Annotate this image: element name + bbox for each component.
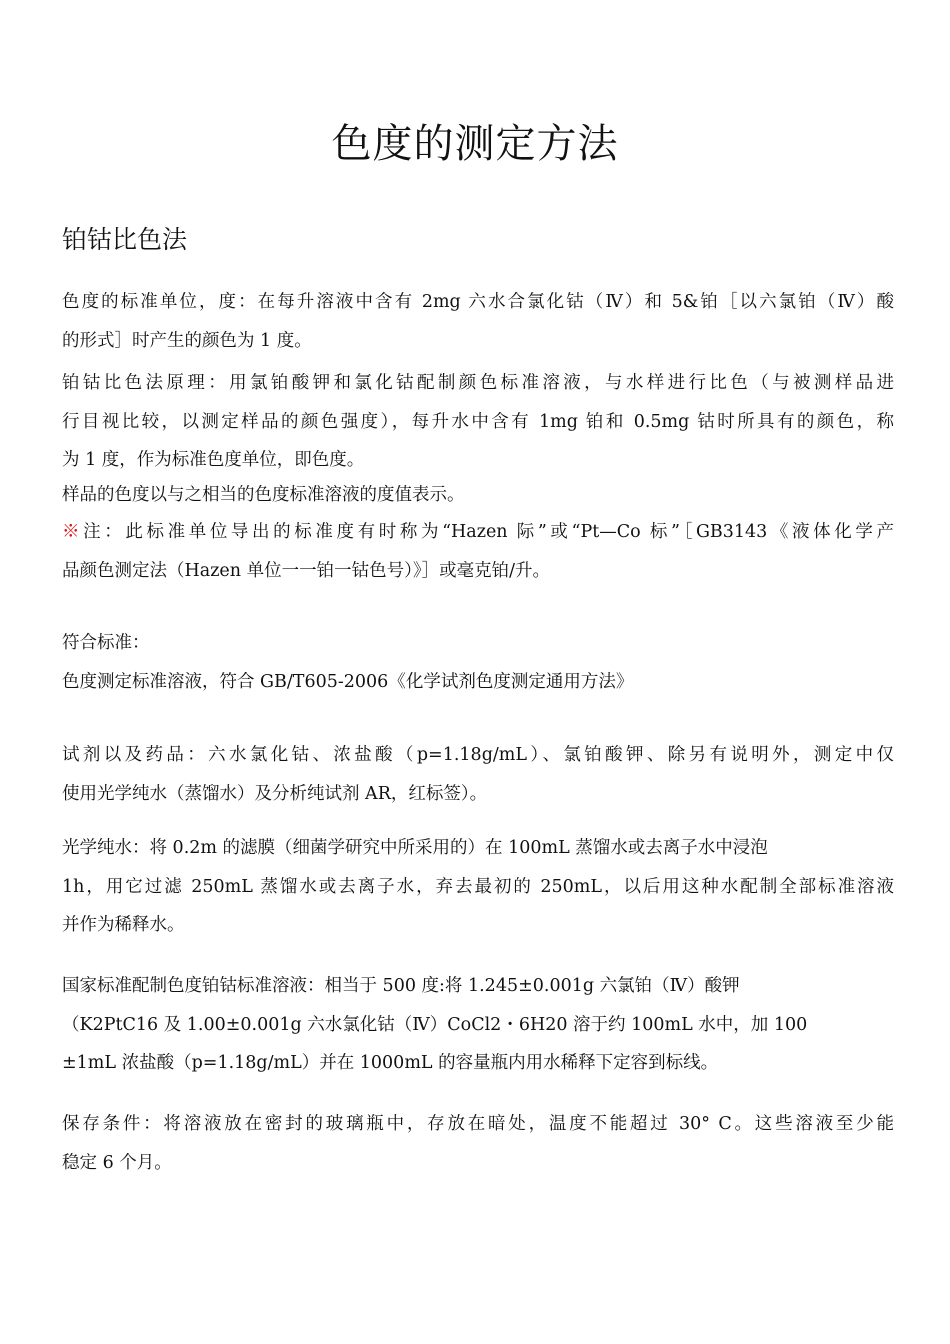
principle-paragraph	[62, 364, 894, 480]
definition-paragraph	[62, 283, 894, 360]
note-mark: ※	[62, 522, 84, 542]
text-line: 稳定 6 个月。	[62, 1152, 172, 1173]
standard-paragraph	[62, 624, 894, 701]
text-line: 国家标准配制色度铂钴标准溶液：相当于 500 度:将 1.245±0.001g 六氯铂（Ⅳ）酸钾	[62, 976, 740, 996]
text-line: 保存条件：将溶液放在密封的玻璃瓶中，存放在暗处，温度不能超过 30° C。这些溶液至少能	[62, 1114, 894, 1134]
note-line	[62, 513, 894, 552]
text-line: 色度的标准单位，度：在每升溶液中含有 2mg 六水合氯化钴（Ⅳ）和 5&铂［以六氯铂（Ⅳ）酸	[62, 292, 894, 312]
pure-water-paragraph	[62, 829, 894, 945]
preparation-paragraph	[62, 967, 894, 1083]
reagents-paragraph	[62, 736, 894, 813]
note-line: 品颜色测定法（Hazen 单位一一铂一钴色号）》］或毫克铂/升。	[62, 560, 550, 581]
standard-text: 色度测定标准溶液，符合 GB/T605-2006《化学试剂色度测定通用方法》	[62, 671, 634, 692]
text-line: 试剂以及药品：六水氯化钴、浓盐酸（p=1.18g/mL）、氯铂酸钾、除另有说明外，测定中仅	[62, 745, 894, 765]
note-paragraph	[62, 513, 894, 590]
text-line: 使用光学纯水（蒸馏水）及分析纯试剂 AR，红标签）。	[62, 783, 488, 804]
note-text: 注：此标准单位导出的标准度有时称为“Hazen 际”或“Pt—Co 标”［GB3143《液体化学产	[83, 522, 895, 542]
storage-paragraph	[62, 1105, 894, 1182]
text-line: 行目视比较，以测定样品的颜色强度），每升水中含有 1mg 铂和 0.5mg 钴时所具有的颜色，称	[62, 411, 894, 432]
expression-paragraph	[62, 476, 894, 515]
page-title: 色度的测定方法	[331, 121, 619, 167]
section-heading: 铂钴比色法	[62, 225, 188, 254]
text-line: 铂钴比色法原理：用氯铂酸钾和氯化钴配制颜色标准溶液，与水样进行比色（与被测样品进	[62, 373, 894, 393]
text-line: 1h，用它过滤 250mL 蒸馏水或去离子水，弃去最初的 250mL，以后用这种水配制全部标准溶液	[62, 876, 894, 897]
text-line: 光学纯水：将 0.2m 的滤膜（细菌学研究中所采用的）在 100mL 蒸馏水或去离子水中浸泡	[62, 838, 768, 858]
text-line: ±1mL 浓盐酸（p=1.18g/mL）并在 1000mL 的容量瓶内用水稀释下定容到标线。	[62, 1053, 719, 1073]
text-line: 样品的色度以与之相当的色度标准溶液的度值表示。	[62, 485, 465, 505]
text-line: 并作为稀释水。	[62, 915, 185, 935]
text-line: 为 1 度，作为标准色度单位，即色度。	[62, 450, 365, 470]
text-line: 的形式］时产生的颜色为 1 度。	[62, 330, 312, 351]
text-line: （K2PtC16 及 1.00±0.001g 六水氯化钴（Ⅳ）CoCl2・6H20 溶于约 100mL 水中，加 100	[62, 1014, 808, 1035]
standard-label: 符合标准：	[62, 633, 150, 653]
